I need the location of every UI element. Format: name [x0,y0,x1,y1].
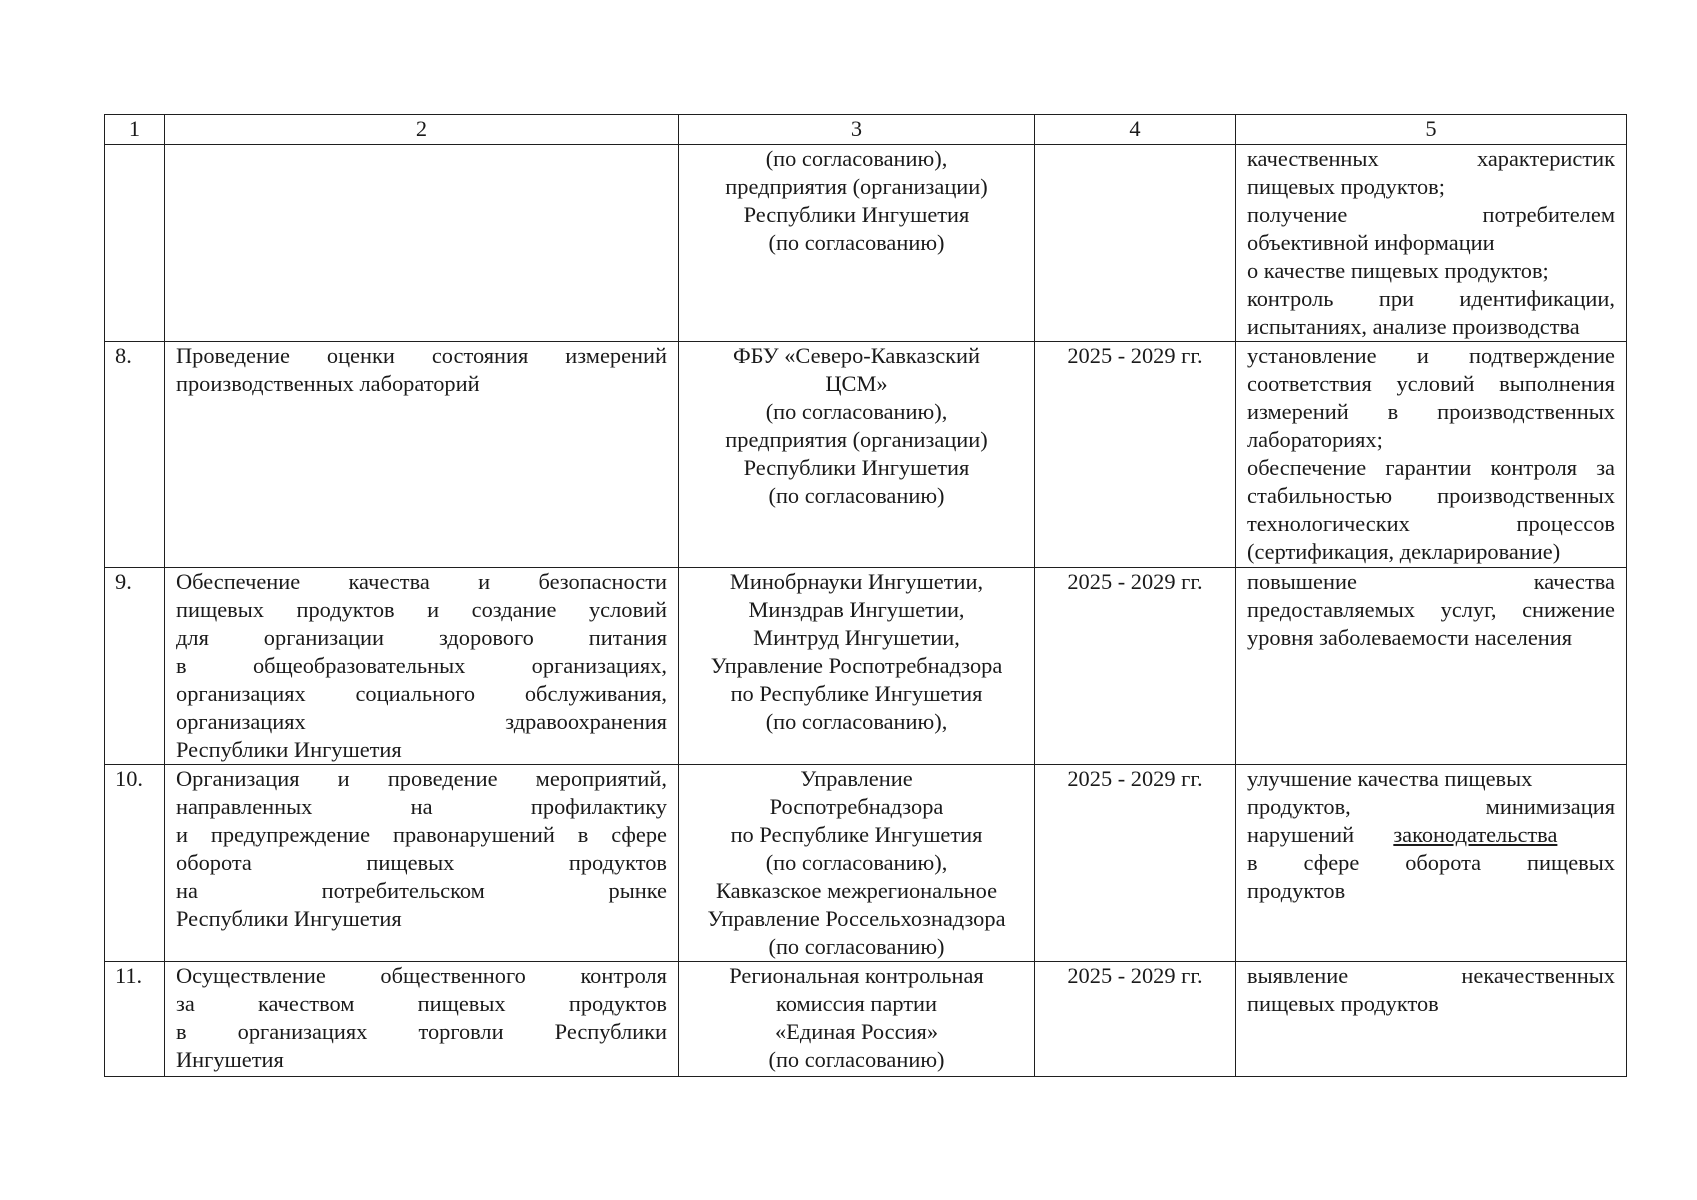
executors-line: Минздрав Ингушетии, [748,597,965,622]
measure-name-line: организациях здравоохранения [176,709,667,734]
result-line: пищевых продуктов; [1247,174,1445,199]
column-number-3: 3 [679,115,1035,145]
executors-line: Республики Ингушетия [743,202,970,227]
measure-name-line: Осуществление общественного контроля [176,963,667,988]
column-number-1: 1 [105,115,165,145]
measure-name-line: для организации здорового питания [176,625,667,650]
result-line: уровня заболеваемости населения [1247,625,1573,650]
result-line: контроль при идентификации, [1247,286,1615,311]
measure-name-line: производственных лабораторий [176,371,480,396]
measure-name-line: Обеспечение качества и безопасности [176,569,667,594]
executors-line: (по согласованию) [768,230,945,255]
result-line: предоставляемых услуг, снижение [1247,597,1615,622]
measure-name-line: Организация и проведение мероприятий, [176,766,667,791]
executors-line: (по согласованию) [768,483,945,508]
measure-name-line: Республики Ингушетия [176,737,402,762]
measure-name-cell [165,568,679,765]
table-row [105,962,1627,1077]
executors-line: Минобрнауки Ингушетии, [729,569,984,594]
executors-line: (по согласованию), [765,146,948,171]
result-line-text: нарушений [1247,822,1394,847]
period-cell: 2025 - 2029 гг. [1035,765,1236,962]
executors-line: (по согласованию) [768,1047,945,1072]
period-cell: 2025 - 2029 гг. [1035,342,1236,568]
result-cell [1236,145,1627,342]
executors-line: ЦСМ» [825,371,888,396]
underlined-legislation-word: законодательства [1393,822,1558,847]
measure-name-line: за качеством пищевых продуктов [176,991,667,1016]
executors-line: комиссия партии [776,991,937,1016]
executors-line: Республики Ингушетия [743,455,970,480]
result-line: пищевых продуктов [1247,991,1439,1016]
executors-cell [679,342,1035,568]
result-line: лабораториях; [1247,427,1383,452]
period-cell [1035,145,1236,342]
executors-line: предприятия (организации) [725,174,988,199]
executors-cell [679,765,1035,962]
executors-line: Роспотребнадзора [769,794,944,819]
result-cell [1236,765,1627,962]
result-line: стабильностью производственных [1247,483,1615,508]
measures-table [104,114,1627,1077]
measure-name-line: на потребительском рынке [176,878,667,903]
executors-line: по Республике Ингушетия [730,681,983,706]
result-cell [1236,568,1627,765]
result-line: качественных характеристик [1247,146,1615,171]
measure-name-cell [165,145,679,342]
row-number: 8. [105,342,165,568]
executors-line: по Республике Ингушетия [730,822,983,847]
executors-line: (по согласованию), [765,399,948,424]
measure-name-cell [165,962,679,1077]
measure-name-line: Проведение оценки состояния измерений [176,343,667,368]
result-line: в сфере оборота пищевых [1247,850,1615,875]
result-line: продуктов, минимизация [1247,794,1615,819]
measure-name-line: Ингушетия [176,1047,284,1072]
column-number-4: 4 [1035,115,1236,145]
row-number: 10. [105,765,165,962]
result-line: о качестве пищевых продуктов; [1247,258,1549,283]
executors-line: Минтруд Ингушетии, [753,625,960,650]
measure-name-line: пищевых продуктов и создание условий [176,597,667,622]
row-number [105,145,165,342]
executors-line: предприятия (организации) [725,427,988,452]
executors-cell [679,568,1035,765]
column-number-header-row [105,115,1627,145]
period-cell: 2025 - 2029 гг. [1035,962,1236,1077]
row-number: 11. [105,962,165,1077]
table-row [105,568,1627,765]
column-number-2: 2 [165,115,679,145]
measure-name-line: оборота пищевых продуктов [176,850,667,875]
table-row [105,145,1627,342]
column-number-5: 5 [1236,115,1627,145]
result-line: соответствия условий выполнения [1247,371,1615,396]
result-line: продуктов [1247,878,1346,903]
period-cell: 2025 - 2029 гг. [1035,568,1236,765]
executors-line: (по согласованию) [768,934,945,959]
executors-line: «Единая Россия» [774,1019,939,1044]
measure-name-line: и предупреждение правонарушений в сфере [176,822,667,847]
result-line [1247,821,1615,849]
result-line: обеспечение гарантии контроля за [1247,455,1615,480]
executors-line: (по согласованию), [765,850,948,875]
result-line: получение потребителем [1247,202,1615,227]
executors-line: Региональная контрольная [729,963,984,988]
executors-line: Управление Роспотребнадзора [710,653,1003,678]
measure-name-cell [165,765,679,962]
executors-line: Управление Россельхознадзора [707,906,1006,931]
measure-name-cell [165,342,679,568]
result-cell [1236,962,1627,1077]
measure-name-line: в общеобразовательных организациях, [176,653,667,678]
table-row [105,765,1627,962]
measure-name-line: организациях социального обслуживания, [176,681,667,706]
result-line: испытаниях, анализе производства [1247,314,1580,339]
result-cell [1236,342,1627,568]
row-number: 9. [105,568,165,765]
result-line: повышение качества [1247,569,1615,594]
executors-cell [679,145,1035,342]
result-line: установление и подтверждение [1247,343,1615,368]
result-line: объективной информации [1247,230,1495,255]
result-line: технологических процессов [1247,511,1615,536]
executors-line: Кавказское межрегиональное [715,878,998,903]
result-line: (сертификация, декларирование) [1247,539,1561,564]
result-line: измерений в производственных [1247,399,1615,424]
executors-line: Управление [800,766,913,791]
executors-cell [679,962,1035,1077]
table-row [105,342,1627,568]
result-line: выявление некачественных [1247,963,1615,988]
result-line: улучшение качества пищевых [1247,766,1533,791]
executors-line: ФБУ «Северо-Кавказский [732,343,981,368]
measure-name-line: в организациях торговли Республики [176,1019,667,1044]
executors-line: (по согласованию), [765,709,948,734]
measure-name-line: направленных на профилактику [176,794,667,819]
measure-name-line: Республики Ингушетия [176,906,402,931]
